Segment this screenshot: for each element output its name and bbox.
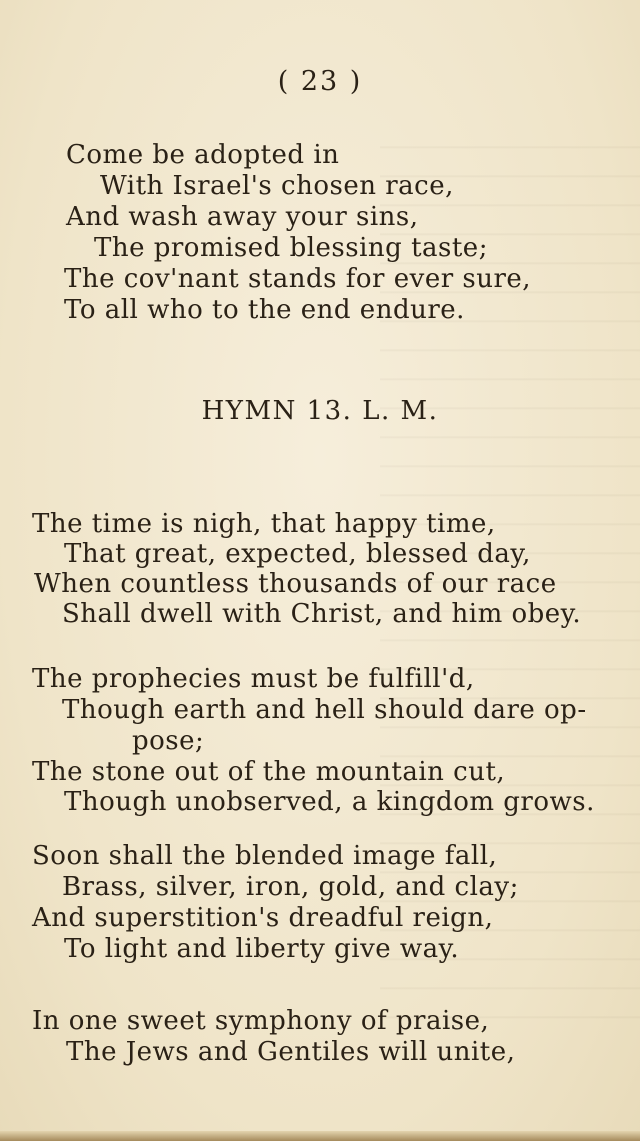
verse-line: With Israel's chosen race, — [100, 171, 454, 201]
verse-line: Though unobserved, a kingdom grows. — [64, 787, 595, 817]
verse-line: The stone out of the mountain cut, — [32, 757, 506, 787]
verse-line: pose; — [132, 726, 205, 756]
verse-line: Soon shall the blended image fall, — [32, 841, 498, 871]
verse-line: And superstition's dreadful reign, — [32, 903, 494, 933]
verse-line: The time is nigh, that happy time, — [32, 509, 496, 539]
verse-line: To all who to the end endure. — [64, 295, 465, 325]
verse-line: Brass, silver, iron, gold, and clay; — [62, 872, 519, 902]
hymn-title: HYMN 13. L. M. — [201, 396, 439, 426]
verse-line: Though earth and hell should dare op- — [62, 695, 587, 725]
verse-line: That great, expected, blessed day, — [64, 539, 531, 569]
verse-line: When countless thousands of our race — [34, 569, 557, 599]
verse-line: Shall dwell with Christ, and him obey. — [62, 599, 582, 629]
verse-line: In one sweet symphony of praise, — [32, 1006, 490, 1036]
verse-line: The cov'nant stands for ever sure, — [64, 264, 532, 294]
verse-line: The promised blessing taste; — [94, 233, 488, 263]
verse-line: Come be adopted in — [66, 140, 340, 170]
page-number: ( 23 ) — [277, 66, 363, 97]
verse-line: To light and liberty give way. — [64, 934, 460, 964]
verse-line: And wash away your sins, — [66, 202, 419, 232]
verse-line: The Jews and Gentiles will unite, — [66, 1037, 516, 1067]
page-bottom-edge — [0, 1131, 640, 1141]
verse-line: The prophecies must be fulfill'd, — [32, 664, 475, 694]
